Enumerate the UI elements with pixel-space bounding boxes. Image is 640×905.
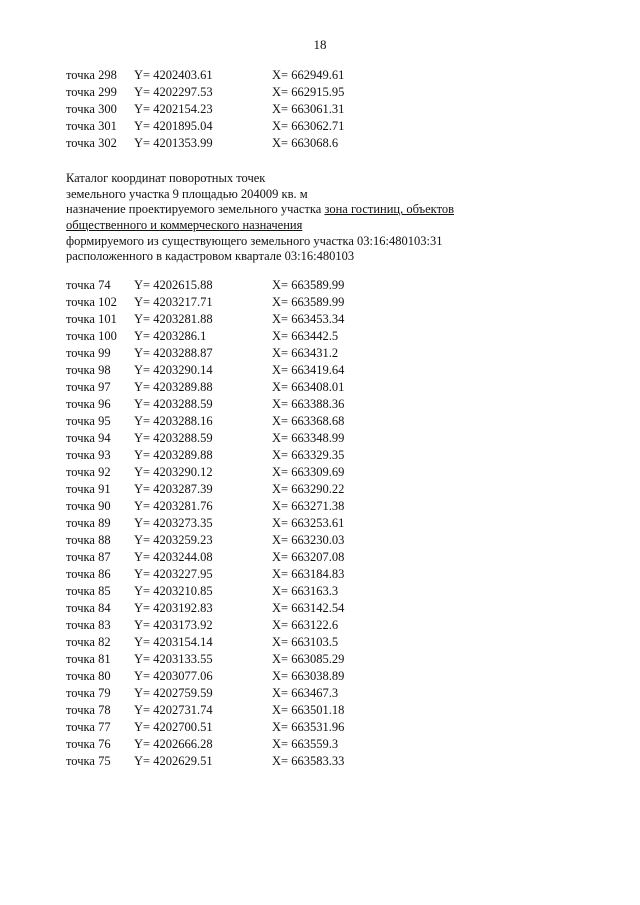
y-coordinate: Y= 4202759.59: [134, 686, 213, 700]
point-label: точка 84: [66, 601, 111, 615]
point-label: точка 299: [66, 85, 117, 99]
point-label: точка 97: [66, 380, 111, 394]
point-label: точка 81: [66, 652, 111, 666]
page-number: 18: [313, 37, 327, 52]
y-coordinate: Y= 4202297.53: [134, 85, 213, 99]
caption-parcel-area: земельного участка 9 площадью 204009 кв. м: [66, 186, 308, 201]
y-coordinate: Y= 4203210.85: [134, 584, 213, 598]
x-coordinate: X= 663388.36: [272, 397, 345, 411]
caption-title: Каталог координат поворотных точек: [66, 171, 266, 185]
x-coordinate: X= 663290.22: [272, 482, 345, 496]
point-label: точка 85: [66, 584, 111, 598]
point-label: точка 300: [66, 102, 117, 116]
x-coordinate: X= 663329.35: [272, 448, 345, 462]
y-coordinate: Y= 4203217.71: [134, 295, 213, 309]
x-coordinate: X= 663230.03: [272, 533, 345, 547]
y-coordinate: Y= 4203281.76: [134, 499, 213, 513]
y-coordinate: Y= 4203288.87: [134, 346, 213, 360]
y-coordinate: Y= 4203290.12: [134, 465, 213, 479]
x-coordinate: X= 663589.99: [272, 295, 345, 309]
y-coordinate: Y= 4203288.59: [134, 431, 213, 445]
x-coordinate: X= 663103.5: [272, 635, 339, 649]
point-label: точка 75: [66, 754, 111, 768]
point-label: точка 93: [66, 448, 111, 462]
y-coordinate: Y= 4203244.08: [134, 550, 213, 564]
x-coordinate: X= 663501.18: [272, 703, 345, 717]
x-coordinate: X= 663583.33: [272, 754, 345, 768]
y-coordinate: Y= 4203281.88: [134, 312, 213, 326]
point-label: точка 100: [66, 329, 117, 343]
x-coordinate: X= 663559.3: [272, 737, 339, 751]
x-coordinate: X= 663419.64: [272, 363, 345, 377]
x-coordinate: X= 663122.6: [272, 618, 339, 632]
point-label: точка 94: [66, 431, 111, 445]
point-label: точка 90: [66, 499, 111, 513]
y-coordinate: Y= 4203173.92: [134, 618, 213, 632]
caption-purpose-zone: зона гостиниц, объектов: [324, 202, 455, 217]
point-label: точка 102: [66, 295, 117, 309]
x-coordinate: X= 663442.5: [272, 329, 339, 343]
caption-cadastral-quarter: расположенного в кадастровом квартале 03:16:480103: [66, 249, 355, 264]
x-coordinate: X= 662949.61: [272, 68, 345, 82]
x-coordinate: X= 663207.08: [272, 550, 345, 564]
y-coordinate: Y= 4202154.23: [134, 102, 213, 116]
point-label: точка 76: [66, 737, 111, 751]
x-coordinate: X= 663163.3: [272, 584, 339, 598]
point-label: точка 77: [66, 720, 111, 734]
y-coordinate: Y= 4203259.23: [134, 533, 213, 547]
y-coordinate: Y= 4203286.1: [134, 329, 207, 343]
x-coordinate: X= 663453.34: [272, 312, 345, 326]
point-label: точка 302: [66, 136, 117, 150]
point-label: точка 87: [66, 550, 111, 564]
x-coordinate: X= 663142.54: [272, 601, 345, 615]
y-coordinate: Y= 4203077.06: [134, 669, 213, 683]
x-coordinate: X= 663061.31: [272, 102, 345, 116]
point-label: точка 78: [66, 703, 111, 717]
point-label: точка 86: [66, 567, 111, 581]
catalog-caption: [66, 171, 586, 265]
y-coordinate: Y= 4203227.95: [134, 567, 213, 581]
y-coordinate: Y= 4203288.16: [134, 414, 213, 428]
x-coordinate: X= 663085.29: [272, 652, 345, 666]
y-coordinate: Y= 4202731.74: [134, 703, 213, 717]
y-coordinate: Y= 4203154.14: [134, 635, 213, 649]
y-coordinate: Y= 4203289.88: [134, 448, 213, 462]
point-label: точка 79: [66, 686, 111, 700]
y-coordinate: Y= 4203192.83: [134, 601, 213, 615]
x-coordinate: X= 662915.95: [272, 85, 345, 99]
x-coordinate: X= 663589.99: [272, 278, 345, 292]
y-coordinate: Y= 4203273.35: [134, 516, 213, 530]
point-label: точка 92: [66, 465, 111, 479]
x-coordinate: X= 663309.69: [272, 465, 345, 479]
x-coordinate: X= 663431.2: [272, 346, 339, 360]
x-coordinate: X= 663271.38: [272, 499, 345, 513]
y-coordinate: Y= 4203288.59: [134, 397, 213, 411]
x-coordinate: X= 663368.68: [272, 414, 345, 428]
point-label: точка 83: [66, 618, 111, 632]
point-label: точка 99: [66, 346, 111, 360]
y-coordinate: Y= 4202700.51: [134, 720, 213, 734]
x-coordinate: X= 663408.01: [272, 380, 345, 394]
point-label: точка 74: [66, 278, 111, 292]
y-coordinate: Y= 4203290.14: [134, 363, 213, 377]
y-coordinate: Y= 4203287.39: [134, 482, 213, 496]
point-label: точка 82: [66, 635, 111, 649]
y-coordinate: Y= 4201895.04: [134, 119, 213, 133]
x-coordinate: X= 663467.3: [272, 686, 339, 700]
caption-purpose-zone-continued: общественного и коммерческого назначения: [66, 218, 303, 233]
caption-purpose-prefix: назначение проектируемого земельного участка: [66, 202, 325, 217]
point-label: точка 89: [66, 516, 111, 530]
point-label: точка 98: [66, 363, 111, 377]
point-label: точка 80: [66, 669, 111, 683]
point-label: точка 301: [66, 119, 117, 133]
y-coordinate: Y= 4203133.55: [134, 652, 213, 666]
caption-source-parcel: формируемого из существующего земельного участка 03:16:480103:31: [66, 233, 443, 248]
y-coordinate: Y= 4203289.88: [134, 380, 213, 394]
caption-purpose: [66, 202, 586, 218]
point-label: точка 96: [66, 397, 111, 411]
point-label: точка 101: [66, 312, 117, 326]
y-coordinate: Y= 4202666.28: [134, 737, 213, 751]
y-coordinate: Y= 4202629.51: [134, 754, 213, 768]
point-label: точка 88: [66, 533, 111, 547]
x-coordinate: X= 663038.89: [272, 669, 345, 683]
y-coordinate: Y= 4202403.61: [134, 68, 213, 82]
x-coordinate: X= 663062.71: [272, 119, 345, 133]
point-label: точка 95: [66, 414, 111, 428]
x-coordinate: X= 663531.96: [272, 720, 345, 734]
x-coordinate: X= 663184.83: [272, 567, 345, 581]
y-coordinate: Y= 4202615.88: [134, 278, 213, 292]
x-coordinate: X= 663348.99: [272, 431, 345, 445]
x-coordinate: X= 663253.61: [272, 516, 345, 530]
y-coordinate: Y= 4201353.99: [134, 136, 213, 150]
point-label: точка 298: [66, 68, 117, 82]
x-coordinate: X= 663068.6: [272, 136, 339, 150]
point-label: точка 91: [66, 482, 111, 496]
